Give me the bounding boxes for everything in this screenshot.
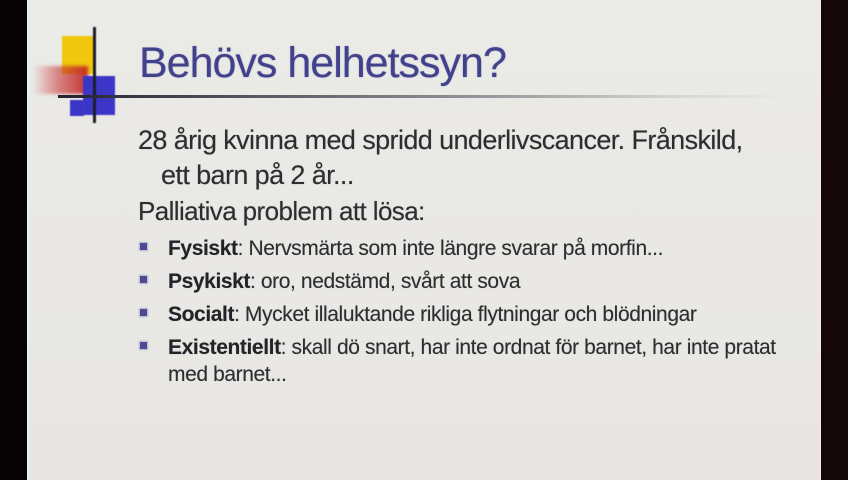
bullet-body: : oro, nedstämd, svårt att sova: [250, 270, 521, 293]
logo-red-gradient: [33, 66, 88, 94]
bullet-label: Fysiskt: [168, 237, 238, 260]
logo-blue-notch: [70, 100, 84, 116]
list-heading: Palliativa problem att lösa:: [138, 196, 425, 226]
bullet-list: [140, 235, 808, 394]
bullet-item-psykiskt: [140, 268, 808, 295]
bullet-body: : skall dö snart, har inte ordnat för barnet, har inte pratat med barnet...: [168, 336, 776, 386]
bullet-label: Socialt: [168, 303, 235, 326]
bullet-item-existentiellt: [140, 334, 808, 388]
logo-vertical-line: [93, 27, 96, 123]
bullet-body: : Nervsmärta som inte längre svarar på morfin...: [237, 237, 664, 260]
title-underline: [58, 95, 790, 98]
letterbox-right: [821, 0, 848, 480]
slide-title: Behövs helhetssyn?: [139, 39, 506, 87]
letterbox-left: [0, 0, 27, 480]
bullet-body: : Mycket illaluktande rikliga flytningar och blödningar: [234, 303, 697, 326]
bullet-square-icon: [140, 276, 147, 283]
bullet-square-icon: [140, 342, 147, 349]
intro-text-line1: 28 årig kvinna med spridd underlivscancer. Frånskild,: [138, 125, 743, 155]
bullet-label: Psykiskt: [168, 270, 251, 293]
bullet-square-icon: [140, 309, 147, 316]
bullet-square-icon: [140, 243, 147, 250]
intro-text-line2: ett barn på 2 år...: [161, 160, 354, 190]
bullet-item-fysiskt: [140, 235, 808, 262]
bullet-item-socialt: [140, 301, 808, 328]
bullet-label: Existentiellt: [168, 336, 281, 359]
